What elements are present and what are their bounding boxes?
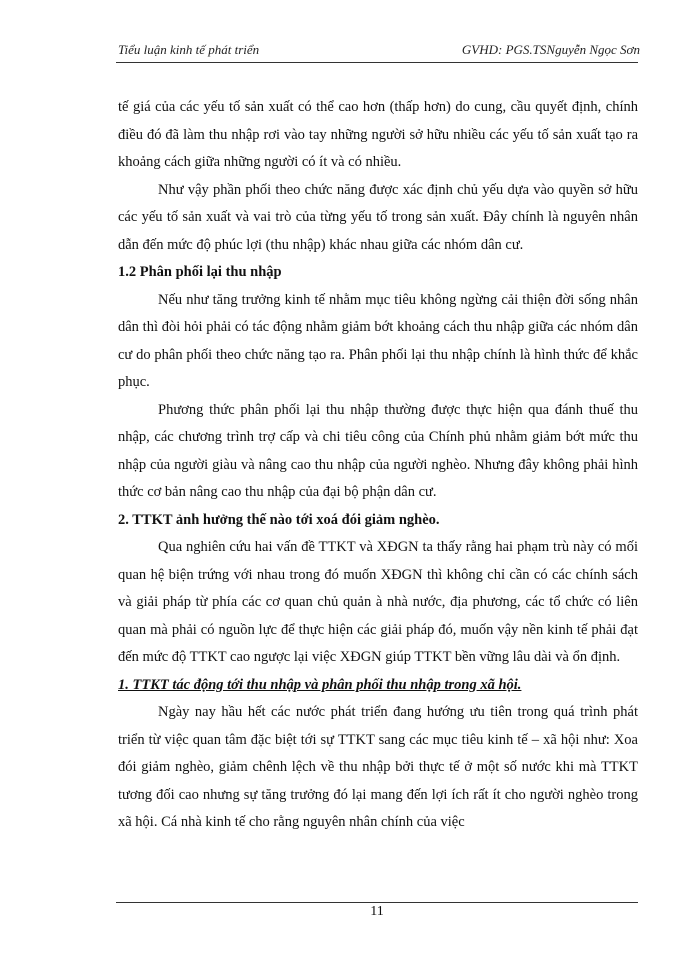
paragraph-1: tế giá của các yếu tố sản xuất có thể cao hơn (thấp hơn) do cung, cầu quyết định, chính điều đó đã làm thu nhập rơi vào tay những người sở hữu nhiều các yếu tố sản xuất tạo ra khoảng cách giữa những người có ít và có nhiều. <box>118 99 638 170</box>
header-document-title: Tiểu luận kinh tế phát triển <box>118 42 260 57</box>
paragraph-3: Nếu như tăng trưởng kinh tế nhằm mục tiêu không ngừng cải thiện đời sống nhân dân thì đòi hỏi phải có tác động nhằm giảm bớt khoảng cách thu nhập giữa các nhóm dân cư do phân phối theo chức năng tạo ra. Phân phối lại thu nhập chính là hình thức để khắc phục. <box>118 291 638 390</box>
subsection-heading-1: 1. TTKT tác động tới thu nhập và phân phối thu nhập trong xã hội. <box>118 676 522 693</box>
header-divider <box>116 62 638 63</box>
paragraph-2: Như vậy phần phối theo chức năng được xác định chủ yếu dựa vào quyền sở hữu các yếu tố sản xuất và vai trò của từng yếu tố trong sản xuất. Đây chính là nguyên nhân dẫn đến mức độ phúc lợi (thu nhập) khác nhau giữa các nhóm dân cư. <box>118 181 638 253</box>
paragraph-4: Phương thức phân phối lại thu nhập thường được thực hiện qua đánh thuế thu nhập, các chương trình trợ cấp và chi tiêu công của Chính phủ nhằm giảm bớt mức thu nhập của người giàu và nâng cao thu nhập của người nghèo. Nhưng đây không phải hình thức cơ bản nâng cao thu nhập của đại bộ phận dân cư. <box>118 401 638 500</box>
paragraph-6: Ngày nay hầu hết các nước phát triển đang hướng ưu tiên trong quá trình phát triển từ việc quan tâm đặc biệt tới sự TTKT sang các mục tiêu kinh tế – xã hội như: Xoa đói giảm nghèo, giảm chênh lệch về thu nhập bởi thực tế ở một số nước khi mà TTKT tương đối cao nhưng sự tăng trưởng đó lại mang đến lợi ích rất ít cho người nghèo trong xã hội. Cá nhà kinh tế cho rằng nguyên nhân chính của việc <box>118 704 638 830</box>
page-number: 11 <box>370 904 384 919</box>
section-heading-2: 2. TTKT ảnh hưởng thế nào tới xoá đói giảm nghèo. <box>118 511 440 528</box>
paragraph-5: Qua nghiên cứu hai vấn đề TTKT và XĐGN ta thấy rằng hai phạm trù này có mối quan hệ biện trứng với nhau trong đó muốn XĐGN thì không chỉ cần có các chính sách và giải pháp từ phía các cơ quan chủ quản à nhà nước, địa phương, các tổ chức có liên quan mà phải có nguồn lực để thực hiện các giải pháp đó, muốn vậy nền kinh tế phải đạt đến mức độ TTKT cao ngược lại việc XĐGN giúp TTKT bền vững lâu dài và ổn định. <box>118 539 638 665</box>
page-body <box>118 94 638 837</box>
section-heading-1-2: 1.2 Phân phối lại thu nhập <box>118 264 282 280</box>
header-supervisor: GVHD: PGS.TSNguyễn Ngọc Sơn <box>461 42 640 57</box>
footer-divider <box>116 902 638 903</box>
